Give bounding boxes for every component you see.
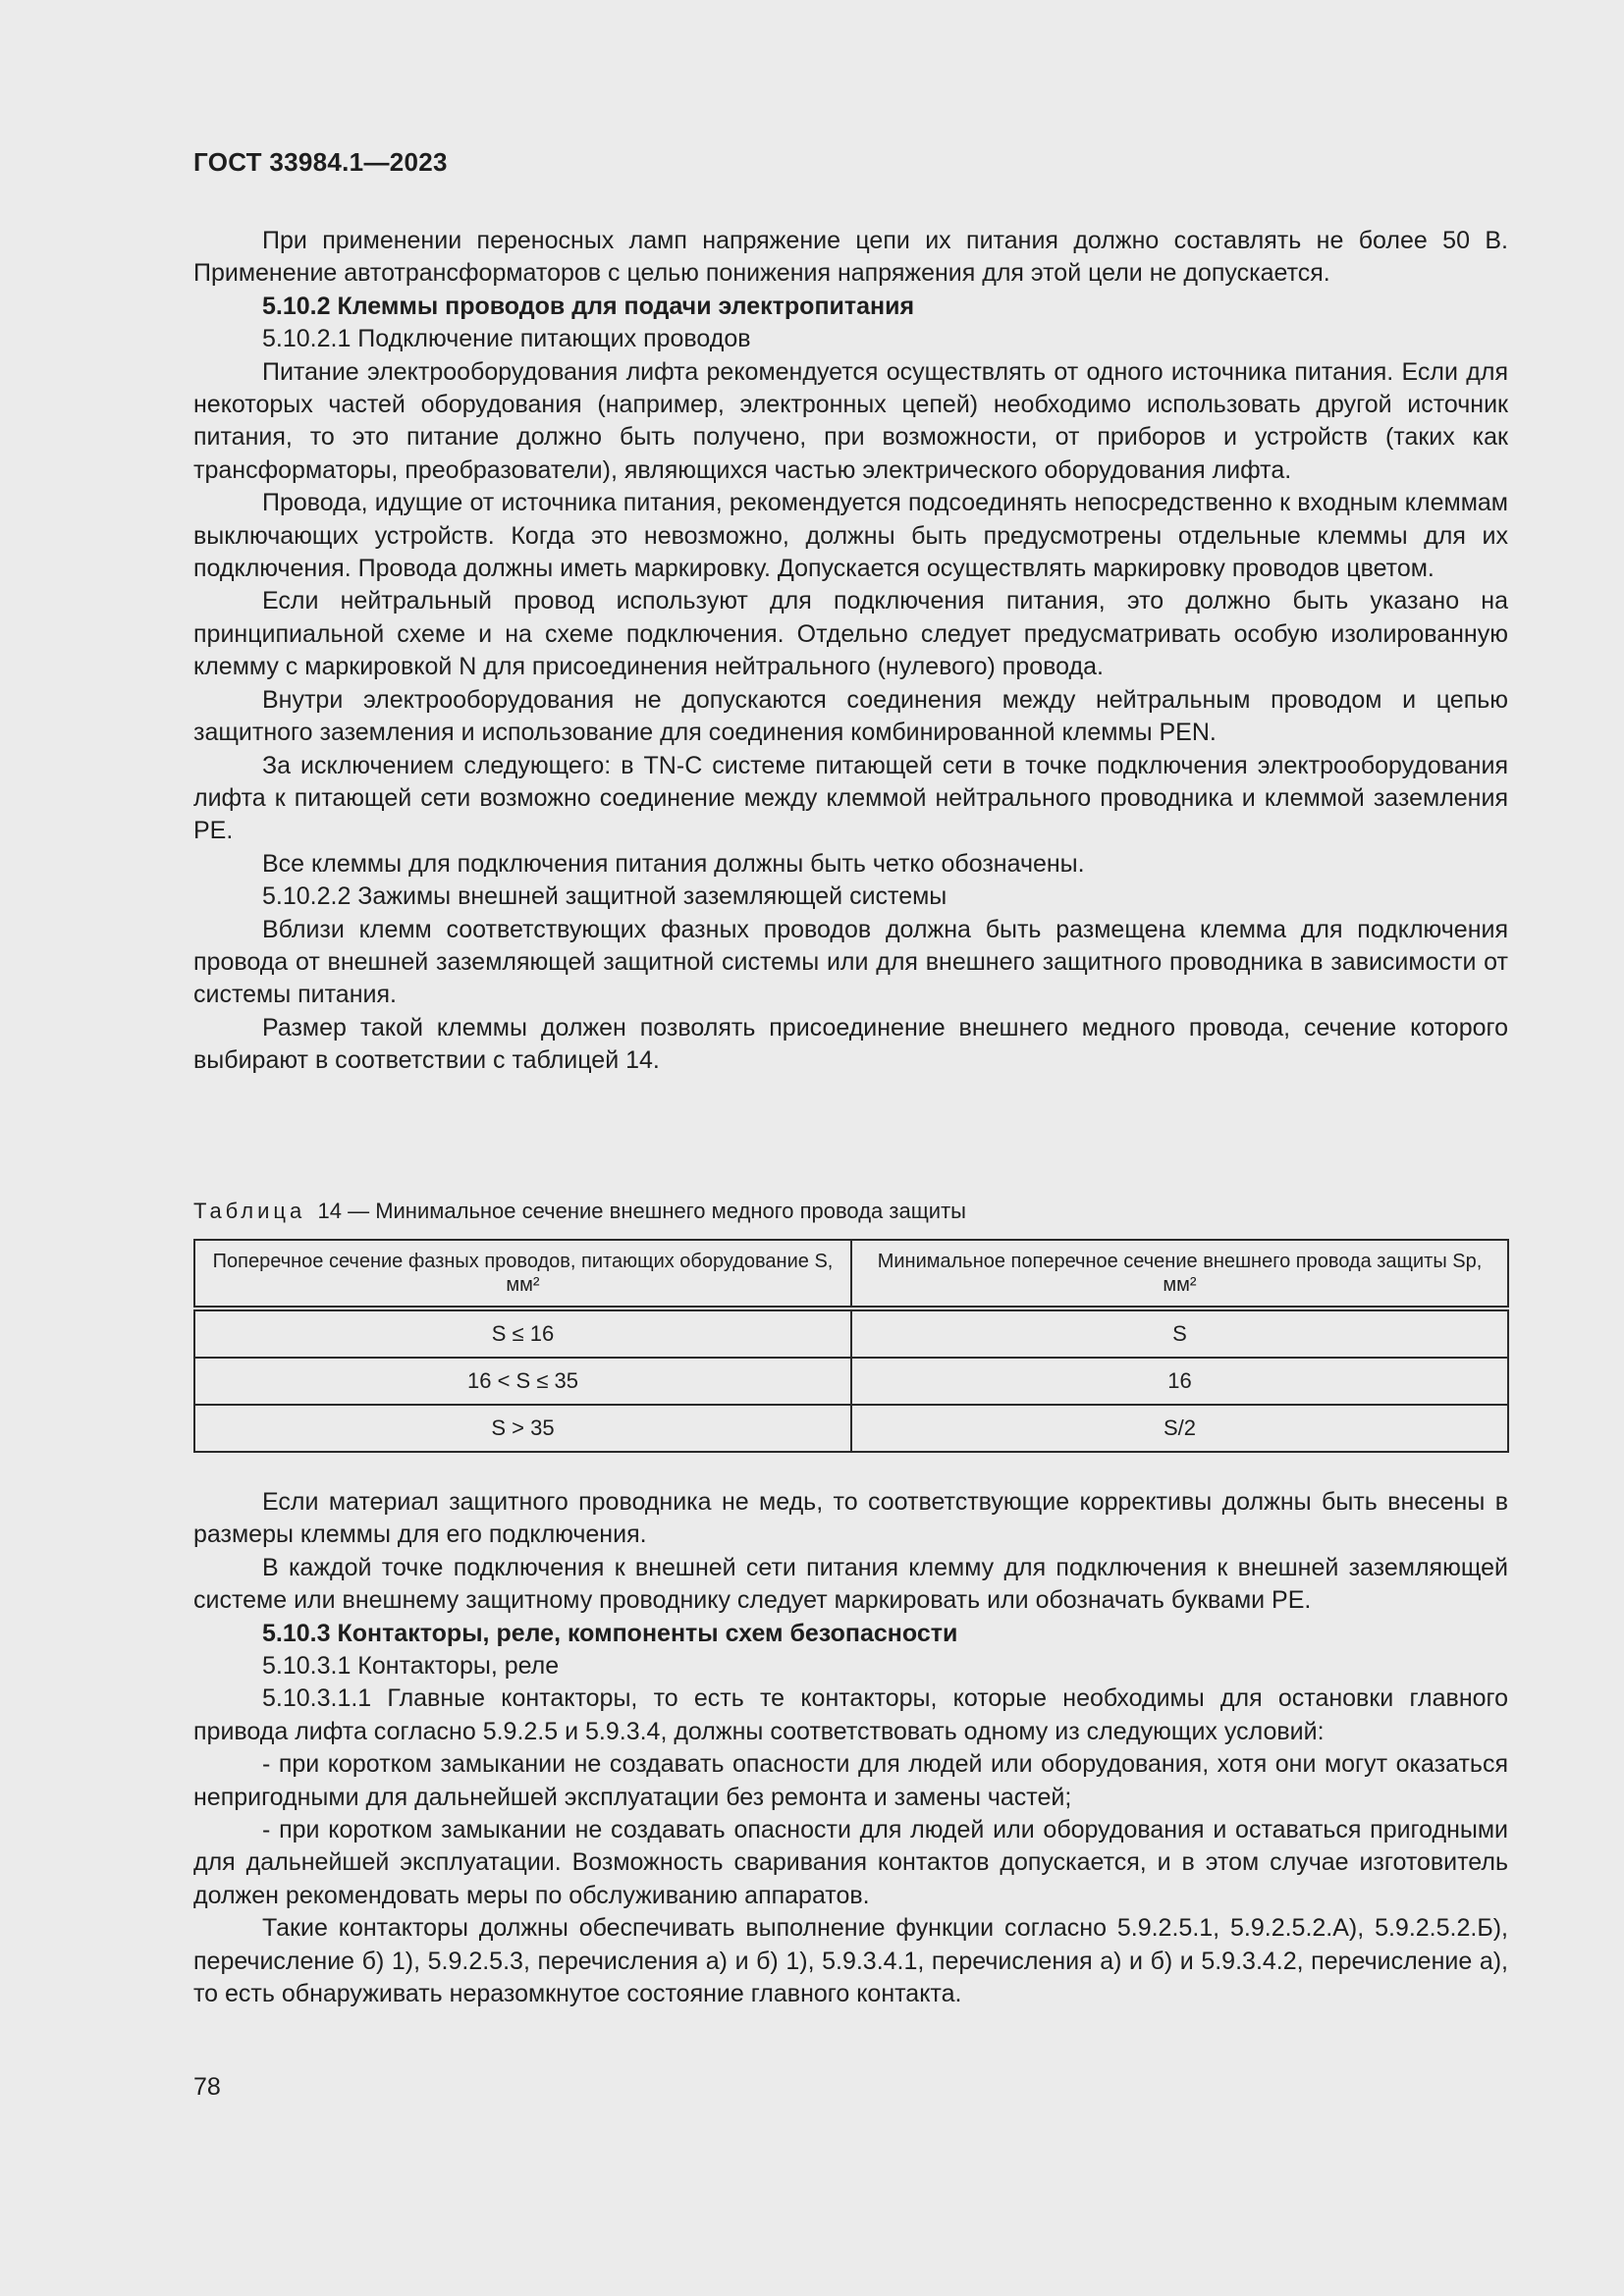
section-heading: 5.10.3 Контакторы, реле, компоненты схем безопасности [262,1619,958,1647]
paragraph: При применении переносных ламп напряжение цепи их питания должно составлять не более 50 В. Применение автотрансформаторов с целью понижения напряжения для этой цели не допускается. [193,227,1508,288]
paragraph: За исключением следующего: в TN-C системе питающей сети в точке подключения электрооборудования лифта к питающей сети возможно соединение между клеммой нейтрального проводника и клеммой заземления PE. [193,751,1508,845]
table-row [194,1405,1508,1452]
paragraph: - при коротком замыкании не создавать опасности для людей или оборудования, хотя они могут оказаться непригодными для дальнейшей эксплуатации без ремонта и замены частей; [193,1750,1508,1811]
table-cell: 16 < S ≤ 35 [194,1358,851,1405]
section-heading: 5.10.2 Клеммы проводов для подачи электропитания [262,292,915,320]
table-cell: S ≤ 16 [194,1308,851,1358]
paragraph: Внутри электрооборудования не допускаются соединения между нейтральным проводом и цепью защитного заземления и использование для соединения комбинированной клеммы PEN. [193,685,1508,747]
text-block-lower [193,1486,1508,2011]
table-row [194,1308,1508,1358]
table-title: 14 — Минимальное сечение внешнего медного провода защиты [317,1199,966,1223]
text-block-upper [193,225,1508,1078]
paragraph: 5.10.3.1 Контакторы, реле [262,1652,560,1681]
table-row [194,1358,1508,1405]
table-caption [193,1199,966,1224]
document-header: ГОСТ 33984.1—2023 [193,147,448,177]
paragraph: Размер такой клеммы должен позволять присоединение внешнего медного провода, сечение которого выбирают в соответствии с таблицей 14. [193,1013,1508,1075]
table-cell: S/2 [851,1405,1508,1452]
table-header-cell: Поперечное сечение фазных проводов, питающих оборудование S, мм² [194,1240,851,1308]
paragraph: - при коротком замыкании не создавать опасности для людей или оборудования и оставаться пригодными для дальнейшей эксплуатации. Возможность сваривания контактов допускается, и в этом случае изготовитель должен рекомендовать меры по обслуживанию аппаратов. [193,1816,1508,1909]
paragraph: 5.10.3.1.1 Главные контакторы, то есть те контакторы, которые необходимы для остановки главного привода лифта согласно 5.9.2.5 и 5.9.3.4, должны соответствовать одному из следующих условий: [193,1684,1508,1745]
paragraph: Если материал защитного проводника не медь, то соответствующие коррективы должны быть внесены в размеры клеммы для его подключения. [193,1488,1508,1549]
table-header-cell: Минимальное поперечное сечение внешнего провода защиты Sp, мм² [851,1240,1508,1308]
paragraph: Такие контакторы должны обеспечивать выполнение функции согласно 5.9.2.5.1, 5.9.2.5.2.А), 5.9.2.5.2.Б), перечисление б) 1), 5.9.2.5.3, перечисления а) и б) 1), 5.9.3.4.1, перечисления а) и б) и 5.9.3.4.2, перечисление а), то есть обнаруживать неразомкнутое состояние главного контакта. [193,1914,1508,2008]
paragraph: Все клеммы для подключения питания должны быть четко обозначены. [262,849,1085,878]
table-header-row [194,1240,1508,1308]
table-cell: S [851,1308,1508,1358]
page-number: 78 [193,2073,221,2101]
paragraph: 5.10.2.2 Зажимы внешней защитной заземляющей системы [262,882,947,911]
table-label: Таблица [193,1199,306,1223]
table-cell: S > 35 [194,1405,851,1452]
paragraph: Питание электрооборудования лифта рекомендуется осуществлять от одного источника питания. Если для некоторых частей оборудования (например, электронных цепей) необходимо использовать другой источник питания, то это питание должно быть получено, при возможности, от приборов и устройств (таких как трансформаторы, преобразователи), являющихся частью электрического оборудования лифта. [193,357,1508,484]
paragraph: 5.10.2.1 Подключение питающих проводов [262,325,751,353]
paragraph: Провода, идущие от источника питания, рекомендуется подсоединять непосредственно к входным клеммам выключающих устройств. Когда это невозможно, должны быть предусмотрены отдельные клеммы для их подключения. Провода должны иметь маркировку. Допускается осуществлять маркировку проводов цветом. [193,489,1508,583]
paragraph: Вблизи клемм соответствующих фазных проводов должна быть размещена клемма для подключения провода от внешней заземляющей защитной системы или для внешнего защитного проводника в зависимости от системы питания. [193,915,1508,1009]
table-cell: 16 [851,1358,1508,1405]
paragraph: Если нейтральный провод используют для подключения питания, это должно быть указано на принципиальной схеме и на схеме подключения. Отдельно следует предусматривать особую изолированную клемму с маркировкой N для присоединения нейтрального (нулевого) провода. [193,587,1508,681]
paragraph: В каждой точке подключения к внешней сети питания клемму для подключения к внешней заземляющей системе или внешнему защитному проводнику следует маркировать или обозначать буквами PE. [193,1553,1508,1615]
conductor-section-table [193,1239,1509,1453]
